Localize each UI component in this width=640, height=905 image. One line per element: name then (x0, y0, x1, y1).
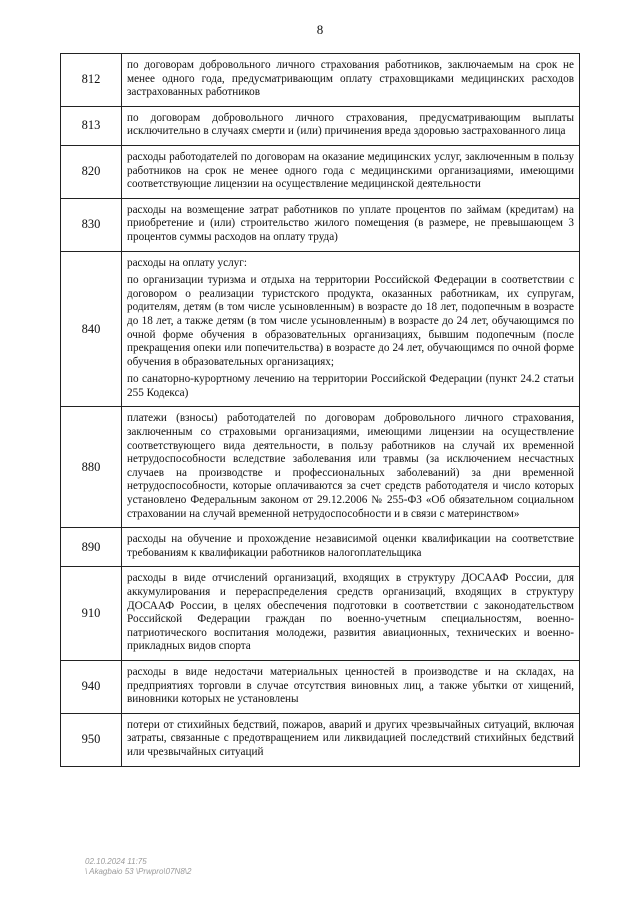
description-paragraph: по организации туризма и отдыха на территории Российской Федерации в соответствии с договором о реализации туристского продукта, оказанных работникам, их супругам, родителям, детям (в том числе усыновленным) в возрасте до 18 лет, подопечным в возрасте до 18 лет, а также детям (в том числе усыновленным) в возрасте до 24 лет, обучающимся по очной форме обучения в образовательных организациях, бывшим подопечным (после прекращения опеки или попечительства) в возрасте до 24 лет, обучающимся по очной форме обучения в образовательных организациях; (127, 274, 574, 368)
row-description (122, 567, 580, 661)
table-row (61, 198, 580, 251)
table-row (61, 251, 580, 407)
row-code: 820 (61, 145, 122, 198)
description-paragraph: расходы на возмещение затрат работников по уплате процентов по займам (кредитам) на приобретение и (или) строительство жилого помещения (в размере, не превышающем 3 процентов суммы расходов на оплату труда) (127, 203, 574, 243)
page-number: 8 (316, 22, 324, 37)
row-description (122, 145, 580, 198)
expense-codes-table (60, 53, 580, 767)
row-description (122, 54, 580, 107)
description-paragraph: расходы на оплату услуг: (127, 256, 247, 269)
row-code: 813 (61, 106, 122, 145)
table-row (61, 567, 580, 661)
row-code: 950 (61, 713, 122, 766)
table-row (61, 528, 580, 567)
table-row (61, 713, 580, 766)
table-row (61, 660, 580, 713)
description-paragraph: по санаторно-курортному лечению на территории Российской Федерации (пункт 24.2 статьи 255 Кодекса) (127, 373, 574, 399)
description-paragraph: расходы в виде отчислений организаций, входящих в структуру ДОСААФ России, для аккумулирования и перераспределения средств организаций, входящих в структуру ДОСААФ России, в целях обеспечения подготовки в соответствии с законодательством Российской Федерации граждан по военно-учетным специальностям, военно-патриотического воспитания молодежи, развития авиационных, технических и военно-прикладных видов спорта (127, 572, 574, 653)
row-code: 940 (61, 660, 122, 713)
description-paragraph: расходы в виде недостачи материальных ценностей в производстве и на складах, на предприятиях торговли в случае отсутствия виновных лиц, а также убытки от хищений, виновники которых не установлены (127, 665, 574, 706)
table-row (61, 407, 580, 528)
row-code: 830 (61, 198, 122, 251)
row-description (122, 407, 580, 528)
row-description (122, 713, 580, 766)
row-description (122, 106, 580, 145)
row-code: 910 (61, 567, 122, 661)
description-paragraph: расходы на обучение и прохождение независимой оценки квалификации на соответствие требованиям к квалификации работников налогоплательщика (127, 533, 574, 559)
row-code: 812 (61, 54, 122, 107)
description-paragraph: расходы работодателей по договорам на оказание медицинских услуг, заключенным в пользу работников на срок не менее одного года с медицинскими организациями, имеющими соответствующие лицензии на осуществление медицинской деятельности (127, 150, 574, 191)
row-description (122, 198, 580, 251)
footer-line-2: \ Akagbaio 53 \Prwpro\07N8\2 (85, 867, 192, 876)
description-paragraph: по договорам добровольного личного страхования, предусматривающим выплаты исключительно в случаях смерти и (или) причинения вреда здоровью застрахованного лица (127, 111, 574, 138)
row-code: 840 (61, 251, 122, 407)
description-paragraph: по договорам добровольного личного страхования работников, заключаемым на срок не менее одного года, предусматривающим оплату страховщиками медицинских расходов застрахованных работников (127, 59, 574, 99)
row-description (122, 660, 580, 713)
description-paragraph: потери от стихийных бедствий, пожаров, аварий и других чрезвычайных ситуаций, включая затраты, связанные с предотвращением или ликвидацией последствий стихийных бедствий или чрезвычайных ситуаций (127, 718, 574, 758)
row-description (122, 251, 580, 407)
row-code: 890 (61, 528, 122, 567)
table-row (61, 145, 580, 198)
table-body (61, 54, 580, 767)
footer-line-1: 02.10.2024 11:75 (85, 857, 147, 866)
table-row (61, 54, 580, 107)
description-paragraph: платежи (взносы) работодателей по договорам добровольного личного страхования, заключенным со страховыми организациями, имеющими лицензии на осуществление соответствующего вида деятельности, в пользу работников на случай их временной нетрудоспособности вследствие заболевания или травмы (за исключением несчастных случаев на производстве и профессиональных заболеваний) за дни временной нетрудоспособности, которые оплачиваются за счет средств работодателя и число которых установлено Федеральным законом от 29.12.2006 № 255-ФЗ «Об обязательном социальном страховании на случай временной нетрудоспособности и в связи с материнством» (127, 412, 574, 520)
footer-stamp (85, 857, 191, 877)
table-row (61, 106, 580, 145)
row-description (122, 528, 580, 567)
row-code: 880 (61, 407, 122, 528)
